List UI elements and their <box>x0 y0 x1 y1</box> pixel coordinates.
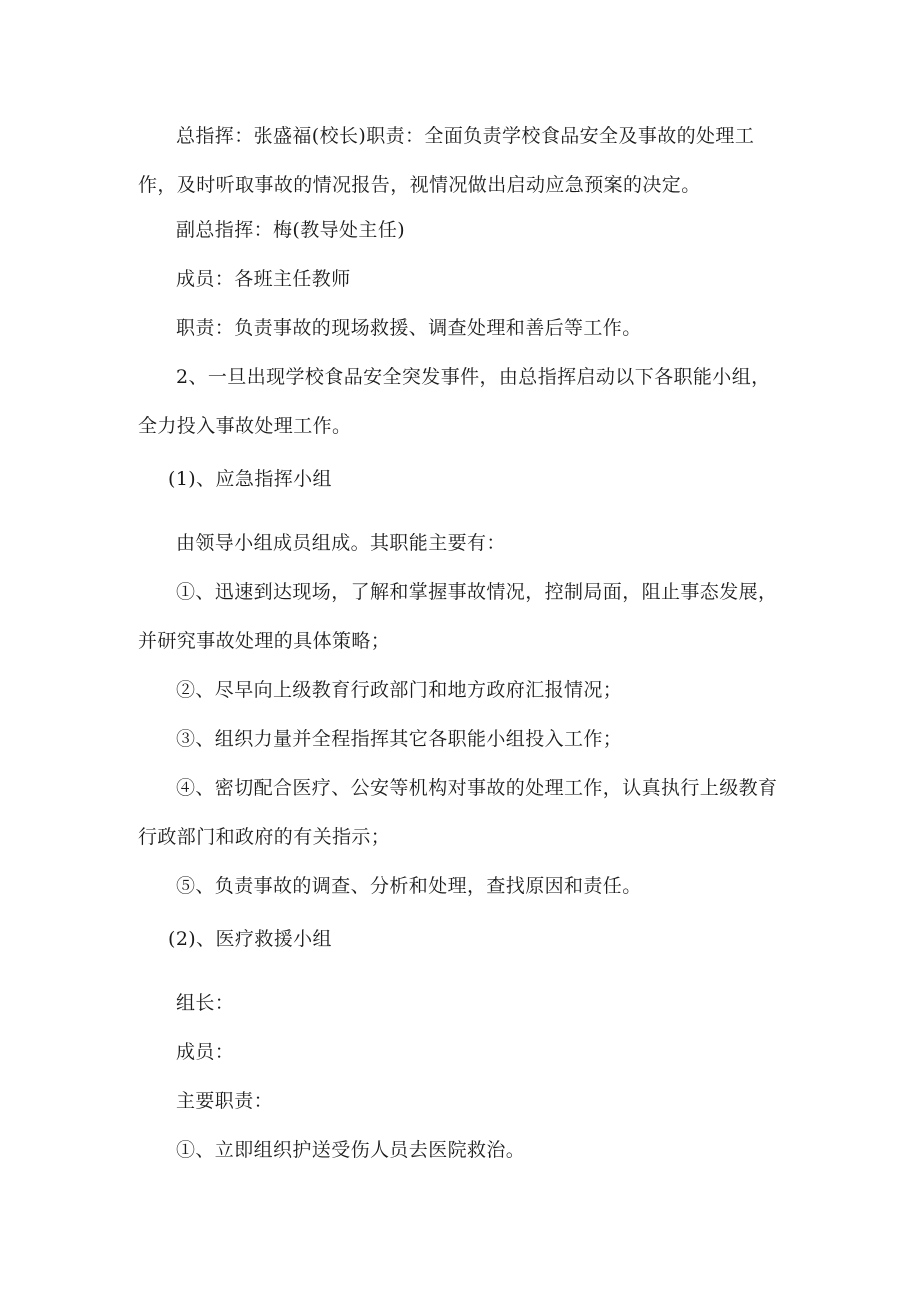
list-item-medical-1: ①、立即组织护送受伤人员去医院救治。 <box>176 1139 526 1161</box>
paragraph-members: 成员：各班主任教师 <box>176 268 351 290</box>
paragraph-duties: 职责：负责事故的现场救援、调查处理和善后等工作。 <box>176 317 642 339</box>
list-item-3: ③、组织力量并全程指挥其它各职能小组投入工作； <box>176 728 623 750</box>
list-item-2: ②、尽早向上级教育行政部门和地方政府汇报情况； <box>176 679 623 701</box>
paragraph-chief-commander: 总指挥：张盛福(校长)职责：全面负责学校食品安全及事故的处理工作，及时听取事故的情况报告，视情况做出启动应急预案的决定。 <box>138 125 755 196</box>
paragraph-main-duties: 主要职责： <box>176 1090 274 1112</box>
paragraph-item-2: 2、一旦出现学校食品安全突发事件，由总指挥启动以下各职能小组，全力投入事故处理工作。 <box>138 366 771 437</box>
paragraph-command-intro: 由领导小组成员组成。其职能主要有： <box>176 532 506 554</box>
paragraph-team-members: 成员： <box>176 1041 235 1063</box>
paragraph-team-leader: 组长： <box>176 992 235 1014</box>
list-item-1: ①、迅速到达现场，了解和掌握事故情况，控制局面，阻止事态发展，并研究事故处理的具体策略； <box>138 581 778 652</box>
list-item-4: ④、密切配合医疗、公安等机构对事故的处理工作，认真执行上级教育行政部门和政府的有关指示； <box>138 777 778 848</box>
list-item-5: ⑤、负责事故的调查、分析和处理，查找原因和责任。 <box>176 875 642 897</box>
section-heading-medical-rescue: (2)、医疗救援小组 <box>168 928 332 950</box>
paragraph-deputy-commander: 副总指挥：梅(教导处主任) <box>176 219 406 241</box>
section-heading-emergency-command: (1)、应急指挥小组 <box>168 468 332 490</box>
